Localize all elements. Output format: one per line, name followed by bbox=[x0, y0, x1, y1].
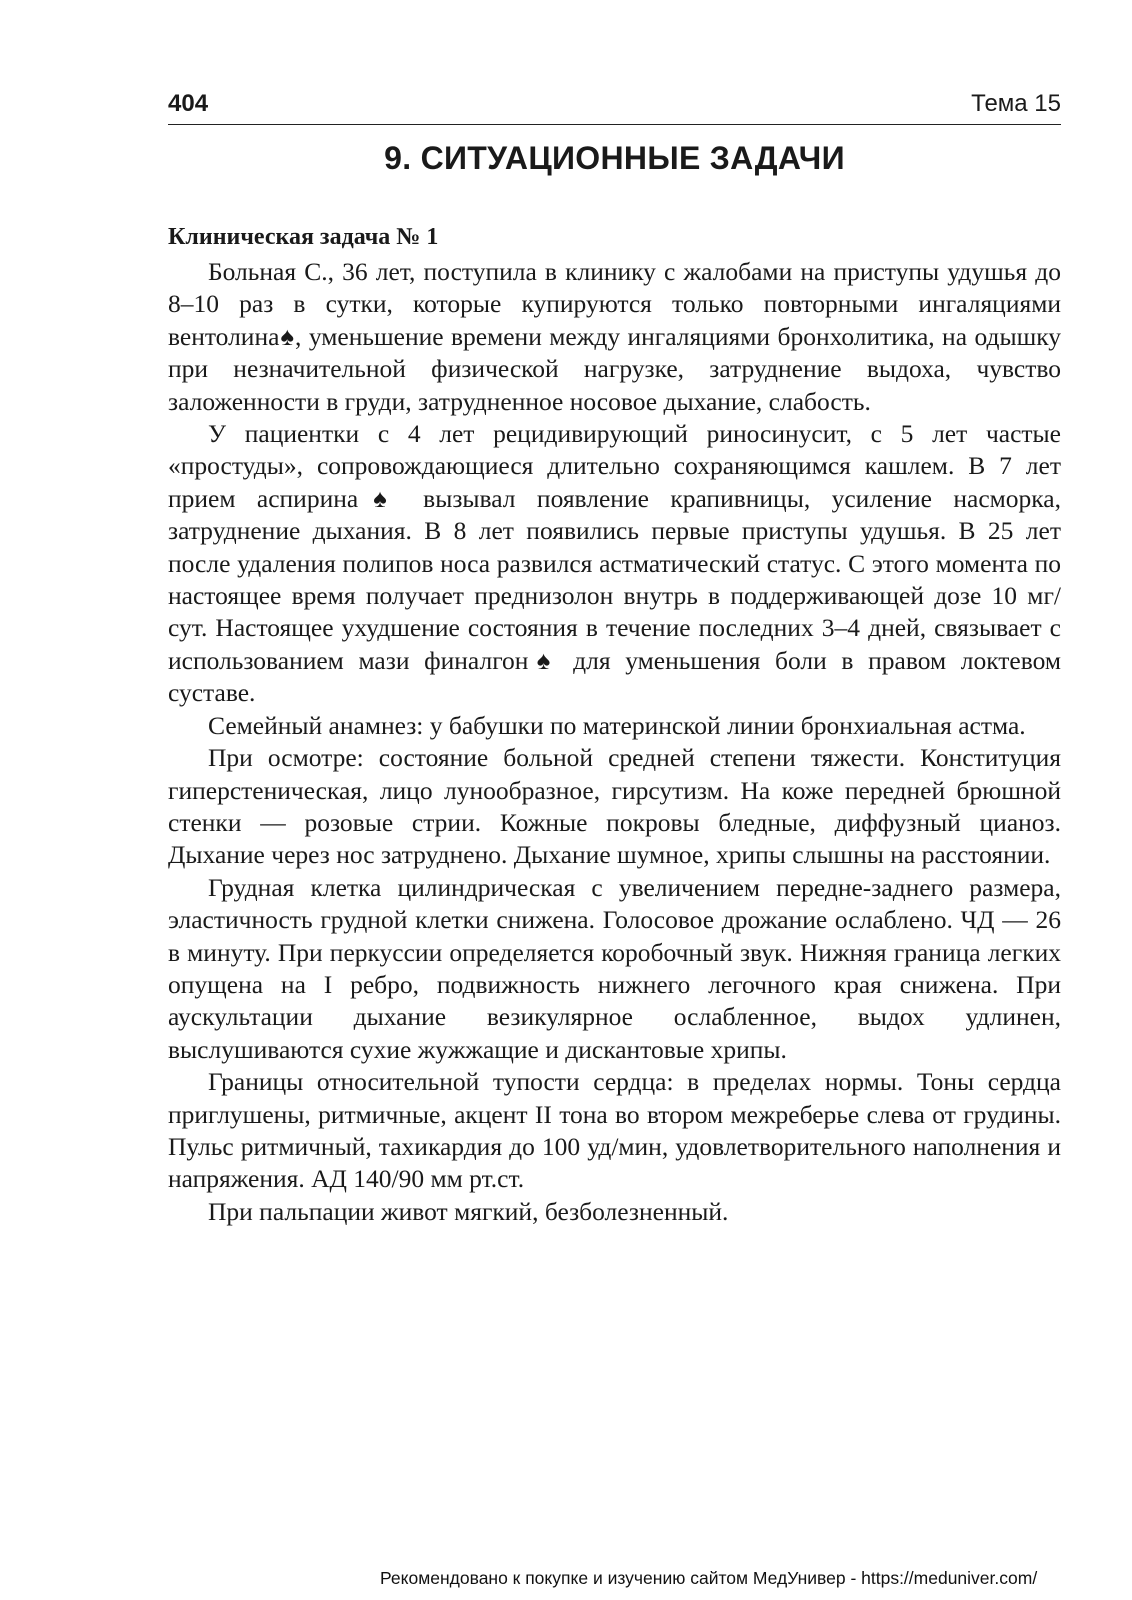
page-number: 404 bbox=[168, 90, 209, 117]
task-heading: Клиническая задача № 1 bbox=[168, 224, 439, 250]
task-body bbox=[168, 256, 1061, 1228]
running-header bbox=[168, 88, 1061, 125]
paragraph-history: У пациентки с 4 лет рецидивирующий риносинусит, с 5 лет частые «простуды», сопровождающиеся длительно сохраняющимся кашлем. В 7 лет прием аспирина♠ вызывал появление крапивницы, усиление насморка, затруднение дыхания. В 8 лет появились первые приступы удушья. В 25 лет после удаления полипов носа развился астматический статус. С этого момента по настоящее время получает преднизолон внутрь в поддерживающей дозе 10 мг/сут. Настоящее ухудшение состояния в течение последних 3–4 дней, связывает с использованием мази финалгон♠ для уменьшения боли в правом локтевом суставе. bbox=[168, 419, 1061, 708]
running-title: Тема 15 bbox=[971, 90, 1061, 117]
paragraph-chest: Грудная клетка цилиндрическая с увеличением передне-заднего размера, эластичность грудной клетки снижена. Голосовое дрожание ослаблено. ЧД — 26 в минуту. При перкуссии определяется коробочный звук. Нижняя граница легких опущена на I ребро, подвижность нижнего легочного края снижена. При аускультации дыхание везикулярное ослабленное, выдох удлинен, выслушиваются сухие жужжащие и дискантовые хрипы. bbox=[168, 872, 1061, 1064]
paragraph-abdomen: При пальпации живот мягкий, безболезненный. bbox=[208, 1196, 729, 1226]
paragraph-family-history: Семейный анамнез: у бабушки по материнской линии бронхиальная астма. bbox=[208, 710, 1026, 740]
paragraph-examination: При осмотре: состояние больной средней степени тяжести. Конституция гиперстеническая, лицо лунообразное, гирсутизм. На коже передней брюшной стенки — розовые стрии. Кожные покровы бледные, диффузный цианоз. Дыхание через нос затруднено. Дыхание шумное, хрипы слышны на расстоянии. bbox=[168, 743, 1061, 870]
footer-recommendation: Рекомендовано к покупке и изучению сайтом МедУнивер - https://meduniver.com/ bbox=[380, 1568, 1038, 1588]
paragraph-heart: Границы относительной тупости сердца: в пределах нормы. Тоны сердца приглушены, ритмичные, акцент II тона во втором межреберье слева от грудины. Пульс ритмичный, тахикардия до 100 уд/мин, удовлетворительного наполнения и напряжения. АД 140/90 мм рт.ст. bbox=[168, 1067, 1061, 1194]
paragraph-complaints: Больная С., 36 лет, поступила в клинику с жалобами на приступы удушья до 8–10 раз в сутки, которые купируются только повторными ингаляциями вентолина♠, уменьшение времени между ингаляциями бронхолитика, на одышку при незначительной физической нагрузке, затруднение выдоха, чувство заложенности в груди, затрудненное носовое дыхание, слабость. bbox=[168, 257, 1061, 416]
section-title: 9. СИТУАЦИОННЫЕ ЗАДАЧИ bbox=[384, 140, 845, 176]
